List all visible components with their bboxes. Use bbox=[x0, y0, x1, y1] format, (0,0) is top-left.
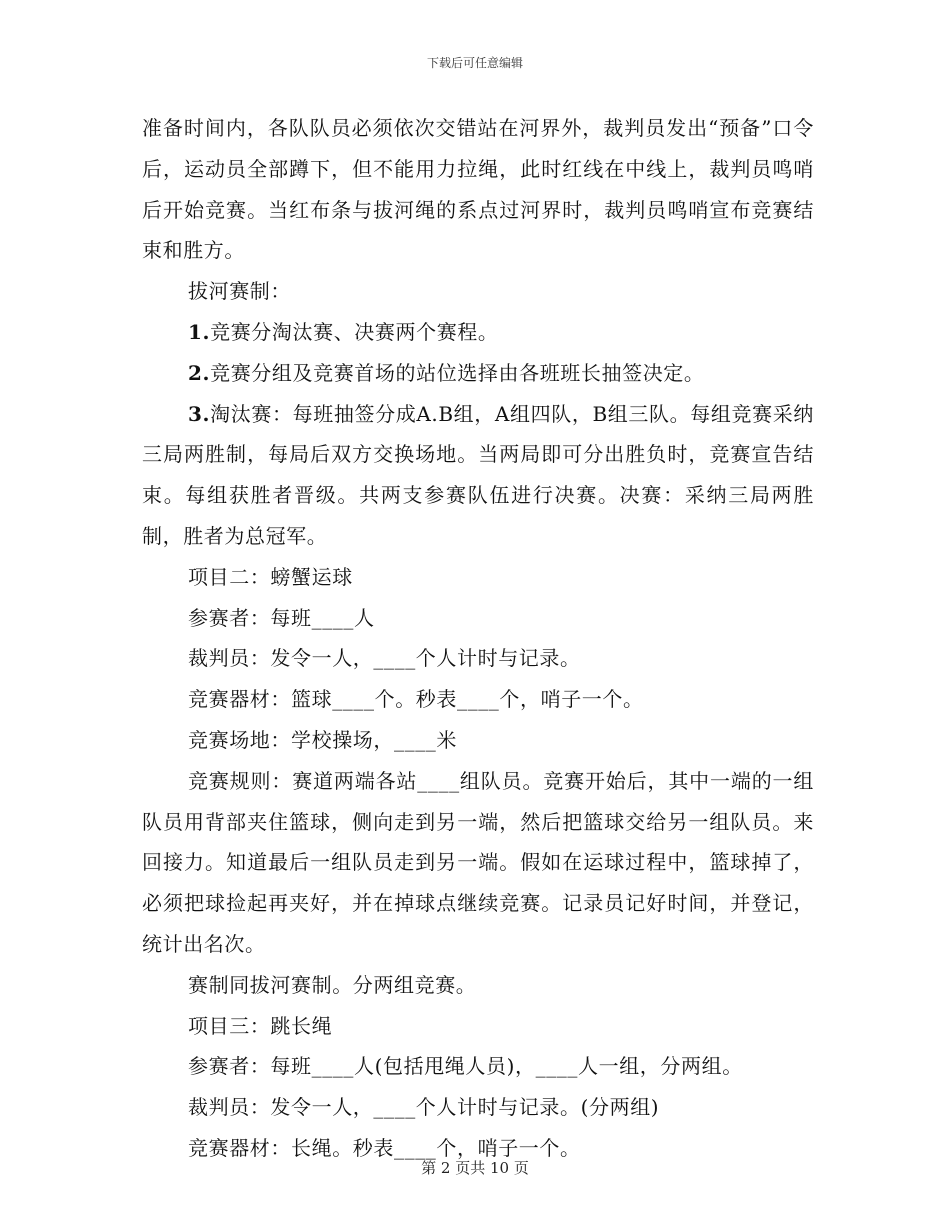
paragraph-project-3-participants: 参赛者：每班____人(包括甩绳人员)，____人一组，分两组。 bbox=[188, 1054, 743, 1079]
paragraph-project-2-rules: 竞赛规则：赛道两端各站____组队员。竞赛开始后，其中一端的一组队员用背部夹住篮球，侧向走到另一端，然后把篮球交给另一组队员。来回接力。知道最后一组队员走到另一端。假如在运球过程中，篮球掉了，必须把球捡起再夹好，并在掉球点继续竞赛。记录员记好时间，并登记，统计出名次。 bbox=[142, 768, 814, 956]
item-text: 竞赛分组及竞赛首场的站位选择由各班班长抽签决定。 bbox=[210, 360, 705, 385]
item-number: 2. bbox=[188, 360, 211, 385]
paragraph-project-2-referees: 裁判员：发令一人，____个人计时与记录。 bbox=[188, 646, 581, 671]
document-body bbox=[142, 108, 814, 1169]
paragraph-project-3-referees: 裁判员：发令一人，____个人计时与记录。(分两组) bbox=[188, 1095, 660, 1120]
paragraph-tug-item-2 bbox=[142, 353, 814, 394]
paragraph-project-2-format: 赛制同拔河赛制。分两组竞赛。 bbox=[188, 972, 477, 997]
paragraph-tug-format-heading: 拔河赛制： bbox=[188, 279, 291, 304]
page-header: 下载后可任意编辑 bbox=[426, 56, 523, 70]
paragraph-tug-item-3 bbox=[142, 394, 814, 557]
paragraph-project-2-title: 项目二：螃蟹运球 bbox=[188, 564, 353, 589]
item-text: 竞赛分淘汰赛、决赛两个赛程。 bbox=[210, 319, 499, 344]
paragraph-project-3-equipment: 竞赛器材：长绳。秒表____个，哨子一个。 bbox=[188, 1135, 581, 1160]
paragraph-project-2-venue: 竞赛场地：学校操场，____米 bbox=[188, 727, 457, 752]
page-footer: 第 2 页共 10 页 bbox=[421, 1159, 529, 1177]
item-number: 1. bbox=[188, 319, 211, 344]
paragraph-tug-item-1 bbox=[142, 312, 814, 353]
item-number: 3. bbox=[188, 401, 211, 426]
paragraph-project-2-participants: 参赛者：每班____人 bbox=[188, 605, 375, 630]
paragraph-project-3-title: 项目三：跳长绳 bbox=[188, 1013, 333, 1038]
paragraph-project-2-equipment: 竞赛器材：篮球____个。秒表____个，哨子一个。 bbox=[188, 687, 644, 712]
item-text: 淘汰赛：每班抽签分成A.B组，A组四队，B组三队。每组竞赛采纳三局两胜制，每局后双方交换场地。当两局即可分出胜负时，竞赛宣告结束。每组获胜者晋级。共两支参赛队伍进行决赛。决赛：采纳三局两胜制，胜者为总冠军。 bbox=[142, 401, 814, 548]
paragraph-rules-continued: 准备时间内，各队队员必须依次交错站在河界外，裁判员发出“预备”口令后，运动员全部蹲下，但不能用力拉绳，此时红线在中线上，裁判员鸣哨后开始竞赛。当红布条与拔河绳的系点过河界时，裁判员鸣哨宣布竞赛结束和胜方。 bbox=[142, 116, 814, 263]
